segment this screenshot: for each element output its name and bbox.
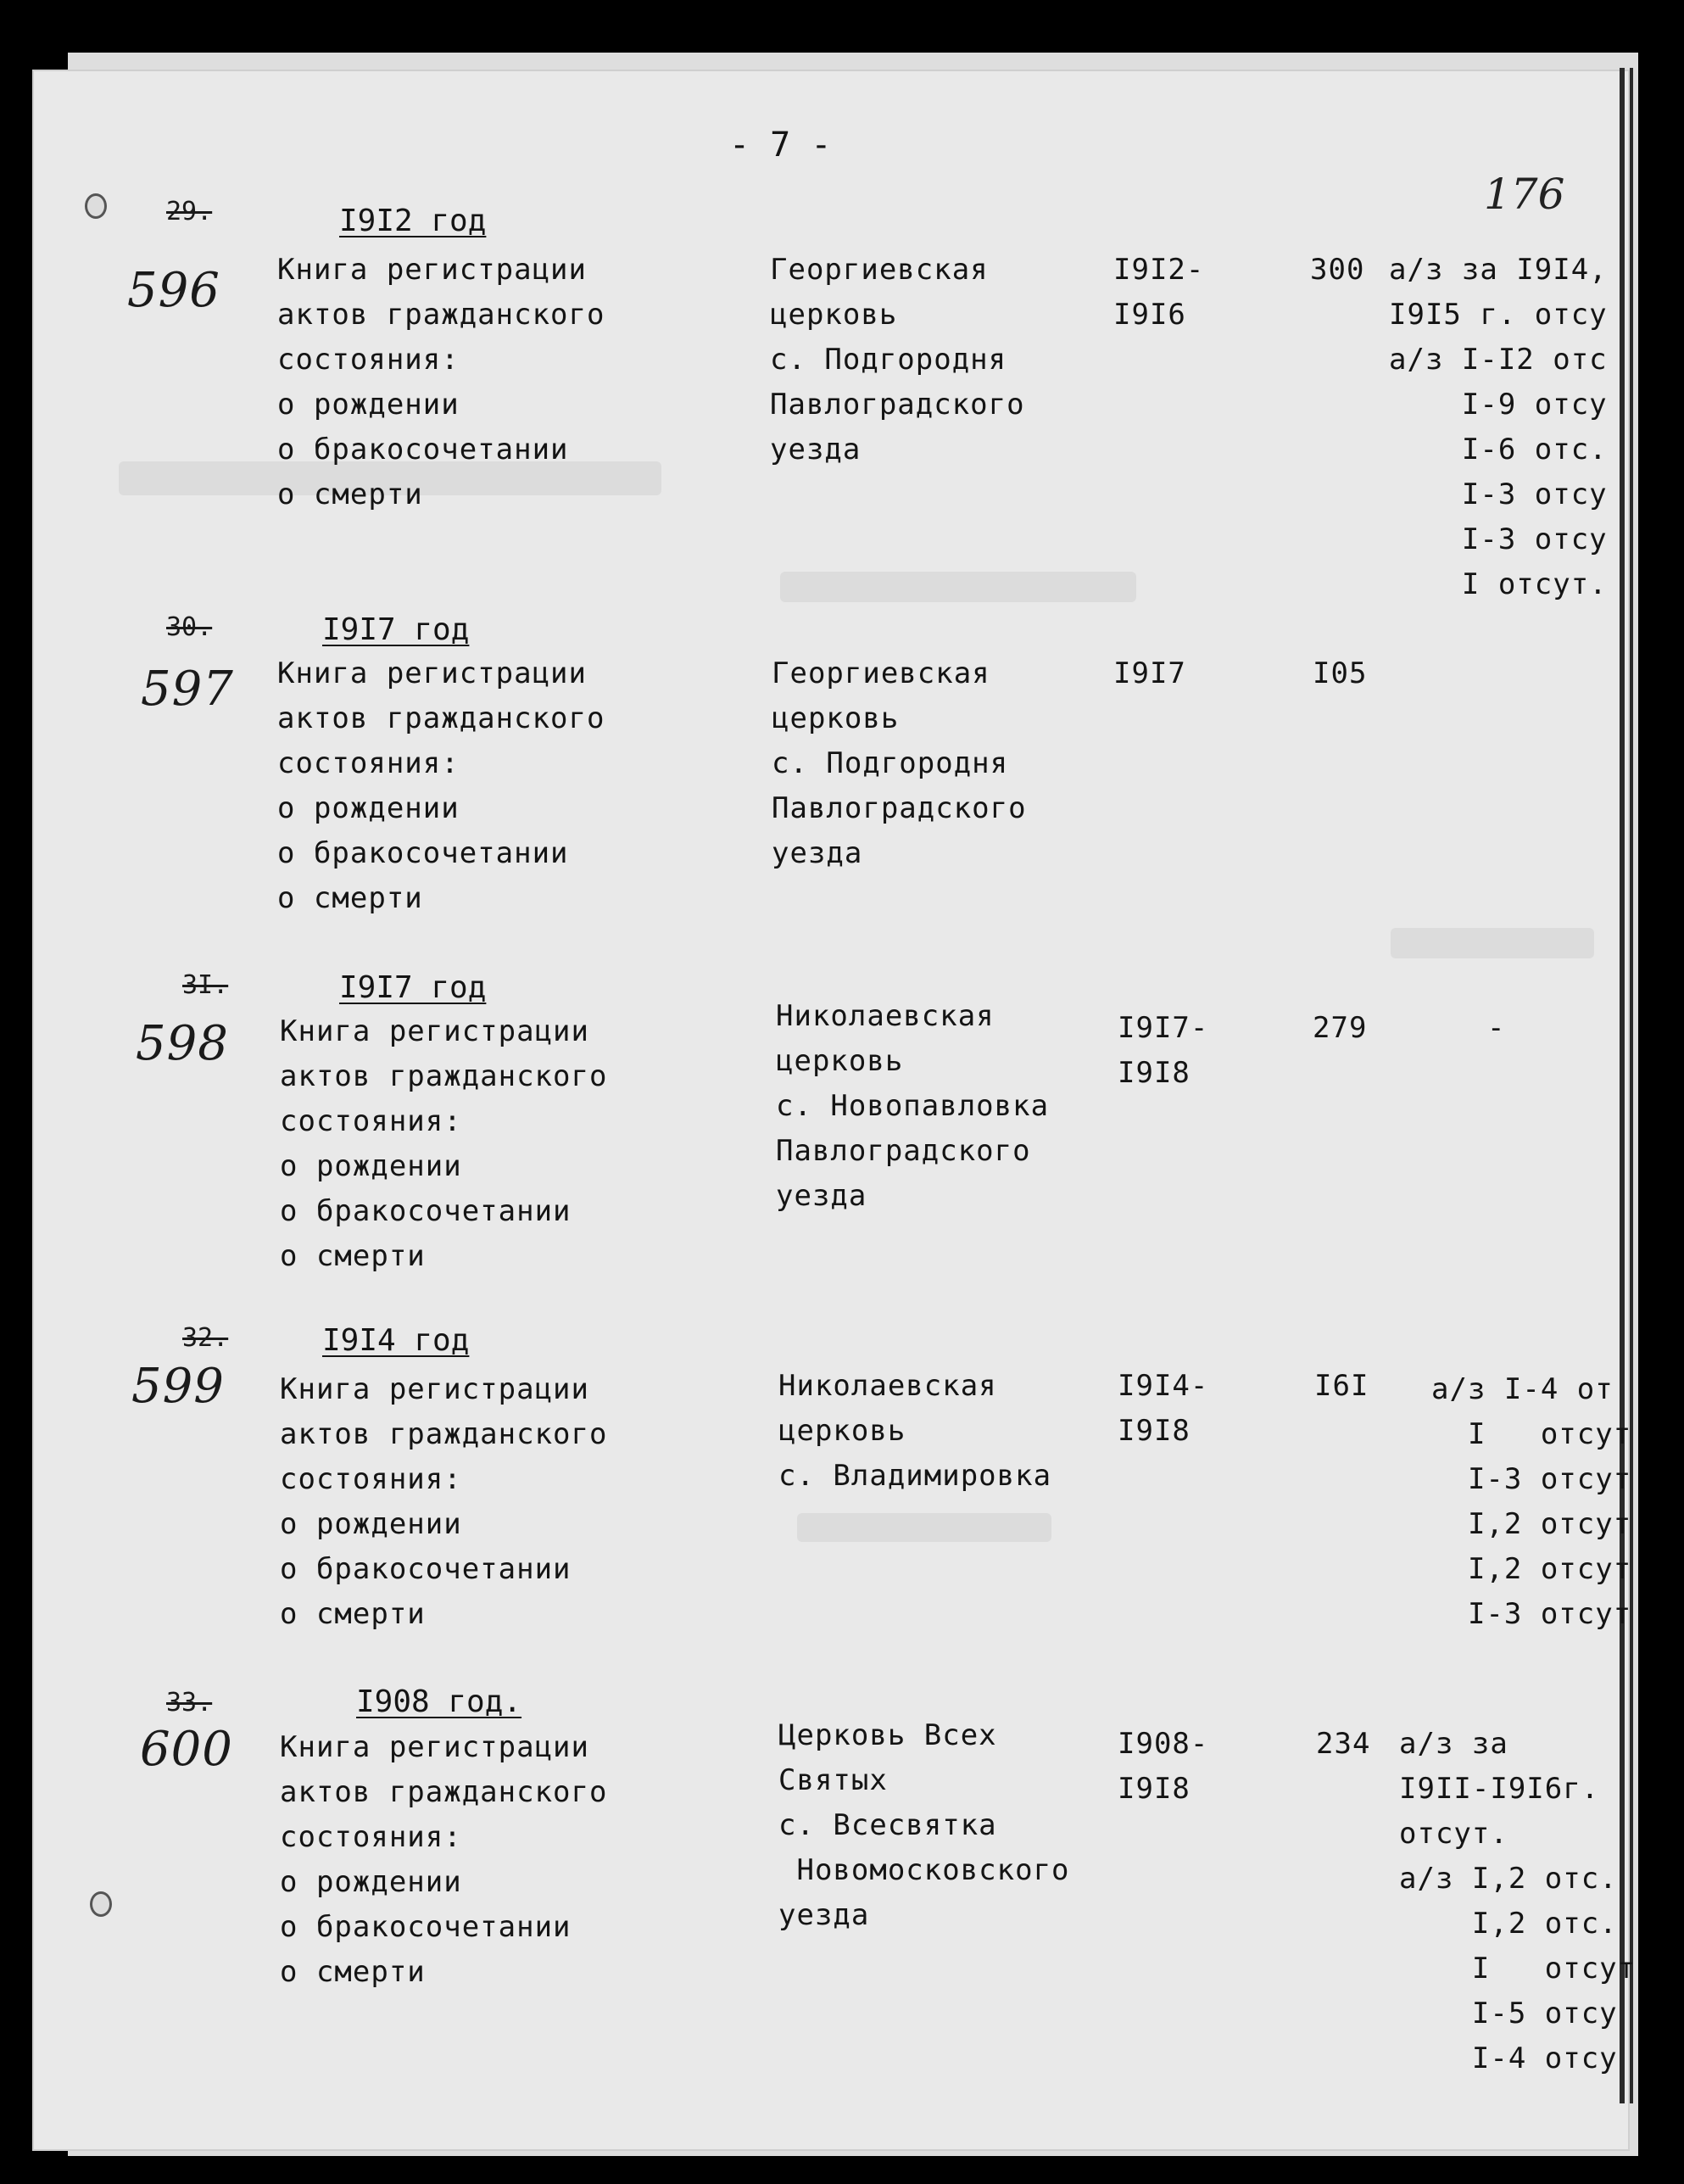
entry-years: I9I7- I9I8	[1118, 1011, 1209, 1090]
entry-year-heading: I908 год.	[356, 1684, 522, 1719]
entry-church: Николаевская церковь с. Владимировка	[778, 1369, 1052, 1493]
entry-year-heading: I9I7 год	[339, 970, 487, 1005]
entry-church: Церковь Всех Святых с. Всесвятка Новомосковского уезда	[778, 1718, 1070, 1932]
bleed-through-mark	[797, 1513, 1051, 1542]
bleed-through-mark	[1391, 928, 1594, 958]
entry-notes: а/з за I9II-I9I6г. отсут. а/з I,2 отс. I,2 отс. I отсут I-5 отсу I-4 отсу	[1399, 1727, 1637, 2075]
page-number: - 7 -	[729, 126, 832, 165]
entry-church: Георгиевская церковь с. Подгородня Павлоградского уезда	[772, 656, 1027, 870]
punch-hole	[90, 1891, 112, 1917]
entry-description: Книга регистрации актов гражданского состояния: о рождении о бракосочетании о смерти	[280, 1372, 608, 1631]
entry-sheet-count: 300	[1310, 253, 1365, 287]
entry-description: Книга регистрации актов гражданского состояния: о рождении о бракосочетании о смерти	[280, 1014, 608, 1273]
entry-description: Книга регистрации актов гражданского состояния: о рождении о бракосочетании о смерти	[280, 1730, 608, 1989]
archive-entry-number: 600	[140, 1722, 233, 1777]
old-entry-number: 30.	[166, 612, 213, 642]
old-entry-number: 29.	[166, 197, 213, 226]
entry-years: I9I2- I9I6	[1113, 253, 1205, 332]
bleed-through-mark	[780, 572, 1136, 602]
archive-folio-number: 176	[1484, 170, 1565, 219]
old-entry-number: 33.	[166, 1688, 213, 1718]
entry-year-heading: I9I2 год	[339, 204, 487, 238]
entry-description: Книга регистрации актов гражданского состояния: о рождении о бракосочетании о смерти	[277, 656, 605, 915]
entry-year-heading: I9I7 год	[322, 612, 470, 647]
entry-years: I908- I9I8	[1118, 1727, 1209, 1806]
punch-hole	[85, 193, 107, 219]
entry-notes: а/з за I9I4, I9I5 г. отсу а/з I-I2 отс I-9 отсу I-6 отс. I-3 отсу I-3 отсу I отсут.	[1389, 253, 1608, 601]
entry-sheet-count: 234	[1316, 1727, 1371, 1761]
entry-church: Георгиевская церковь с. Подгородня Павлоградского уезда	[770, 253, 1025, 466]
archive-entry-number: 599	[131, 1359, 225, 1414]
entry-sheet-count: 279	[1313, 1011, 1368, 1045]
entry-year-heading: I9I4 год	[322, 1323, 470, 1358]
entry-church: Николаевская церковь с. Новопавловка Павлоградского уезда	[776, 999, 1050, 1213]
entry-sheet-count: I6I	[1314, 1369, 1369, 1403]
entry-notes: -	[1487, 1011, 1506, 1045]
archive-entry-number: 598	[136, 1016, 229, 1071]
entry-years: I9I7	[1113, 656, 1186, 690]
entry-description: Книга регистрации актов гражданского состояния: о рождении о бракосочетании о смерти	[277, 253, 605, 511]
entry-notes: а/з I-4 от I отсут I-3 отсут I,2 отсут I,2 отсут I-3 отсут	[1431, 1372, 1632, 1631]
archive-entry-number: 596	[127, 263, 220, 318]
entry-years: I9I4- I9I8	[1118, 1369, 1209, 1448]
old-entry-number: 3I.	[182, 970, 229, 1000]
archive-entry-number: 597	[141, 662, 234, 717]
entry-sheet-count: I05	[1313, 656, 1368, 690]
old-entry-number: 32.	[182, 1323, 229, 1353]
